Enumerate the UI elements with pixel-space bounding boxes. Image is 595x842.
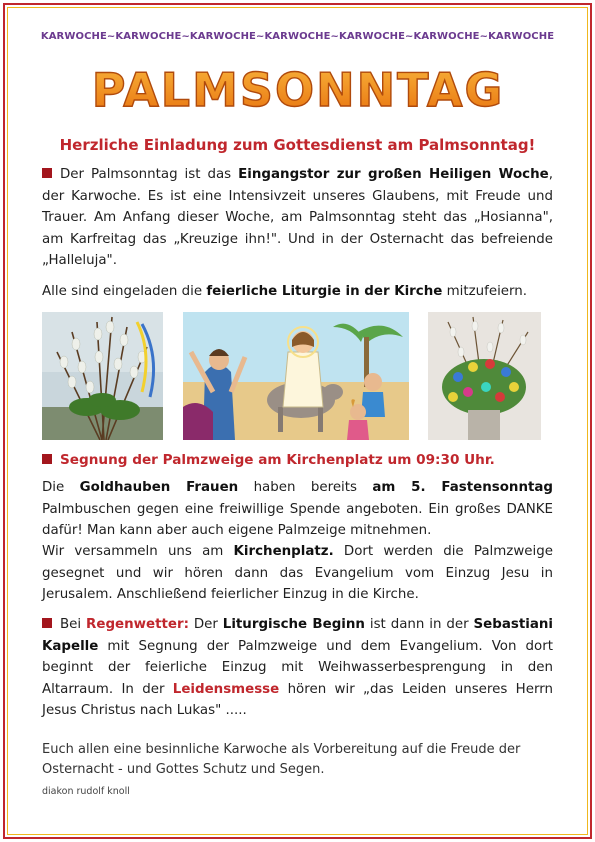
- rain-text: Bei: [60, 617, 87, 632]
- page-title: [0, 58, 595, 118]
- blessing-heading-text: Segnung der Palmzweige am Kirchenplatz um 09:30 Uhr.: [60, 452, 495, 468]
- jesus-entry-illustration: [183, 312, 409, 440]
- bullet-square-icon: [42, 618, 52, 628]
- bullet-square-icon: [42, 168, 52, 178]
- invite-paragraph: [42, 281, 553, 303]
- gather-text: Wir versammeln uns am: [42, 544, 234, 559]
- intro-text: Der Palmsonntag ist das: [60, 167, 239, 182]
- rain-bold-2: Sebastiani Kapelle: [42, 617, 553, 654]
- intro-paragraph: [42, 164, 553, 272]
- blessing-paragraph-2: [42, 541, 553, 606]
- blessing-bold: Goldhauben Frauen: [79, 480, 239, 495]
- intro-text-2: , der Karwoche. Es ist eine Intensivzeit unseres Glaubens, mit Freude und Trauer. Am Anfang dieser Woche, am Palmsonntag steht das „Hosianna", am Karfreitag das „Kreuzige ihn!". Und in der Osternacht das befreiende „Halleluja".: [42, 167, 553, 268]
- blessing-bold-2: am 5. Fastensonntag: [372, 480, 553, 495]
- rain-text-4: mit Segnung der Palmzweige und dem Evangelium. Von dort beginnt der feierliche Einzug mit Weihwasserbesprengung in den Altarraum. In der: [42, 638, 553, 697]
- invite-bold: feierliche Liturgie in der Kirche: [206, 284, 443, 299]
- rain-paragraph: [42, 614, 553, 722]
- invitation-heading: Herzliche Einladung zum Gottesdienst am Palmsonntag!: [59, 136, 536, 154]
- signature: diakon rudolf knoll: [42, 786, 130, 797]
- rain-text-5: hören wir „das Leiden unseres Herrn Jesus Christus nach Lukas" .....: [42, 681, 554, 718]
- title-svg: [58, 58, 538, 118]
- gather-bold: Kirchenplatz.: [233, 544, 334, 559]
- blessing-text: Die: [42, 480, 80, 495]
- rain-text-3: ist dann in der: [364, 617, 474, 632]
- palm-bouquet-photo: [428, 312, 541, 440]
- banner-text: KARWOCHE~KARWOCHE~KARWOCHE~KARWOCHE~KARWOCHE~KARWOCHE~KARWOCHE: [40, 31, 555, 42]
- gather-text-2: Dort werden die Palmzweige gesegnet und wir hören dann das Evangelium vom Einzug Jesu in Jerusalem. Anschließend feierlicher Einzug in die Kirche.: [42, 544, 553, 602]
- blessing-text-2: haben bereits: [238, 480, 373, 495]
- rain-text-2: Der: [188, 617, 223, 632]
- blessing-paragraph-1: [42, 477, 553, 542]
- blessing-heading: [42, 452, 562, 468]
- closing-text: Euch allen eine besinnliche Karwoche als Vorbereitung auf die Freude der Osternacht - und Gottes Schutz und Segen.: [42, 742, 521, 777]
- rain-bold: Liturgische Beginn: [222, 617, 365, 632]
- palm-catkins-photo: [42, 312, 163, 440]
- title-text: PALMSONNTAG: [91, 63, 504, 117]
- intro-bold: Eingangstor zur großen Heiligen Woche: [238, 167, 549, 182]
- rain-label: Regenwetter:: [86, 617, 189, 632]
- invite-text-2: mitzufeiern.: [442, 284, 528, 299]
- invite-text: Alle sind eingeladen die: [42, 284, 207, 299]
- bullet-square-icon: [42, 454, 52, 464]
- leidensmesse-label: Leidensmesse: [172, 681, 280, 697]
- blessing-text-3: Palmbuschen gegen eine freiwillige Spende angeboten. Ein großes DANKE dafür! Man kann aber auch eigene Palmzeige mitnehmen.: [42, 501, 553, 538]
